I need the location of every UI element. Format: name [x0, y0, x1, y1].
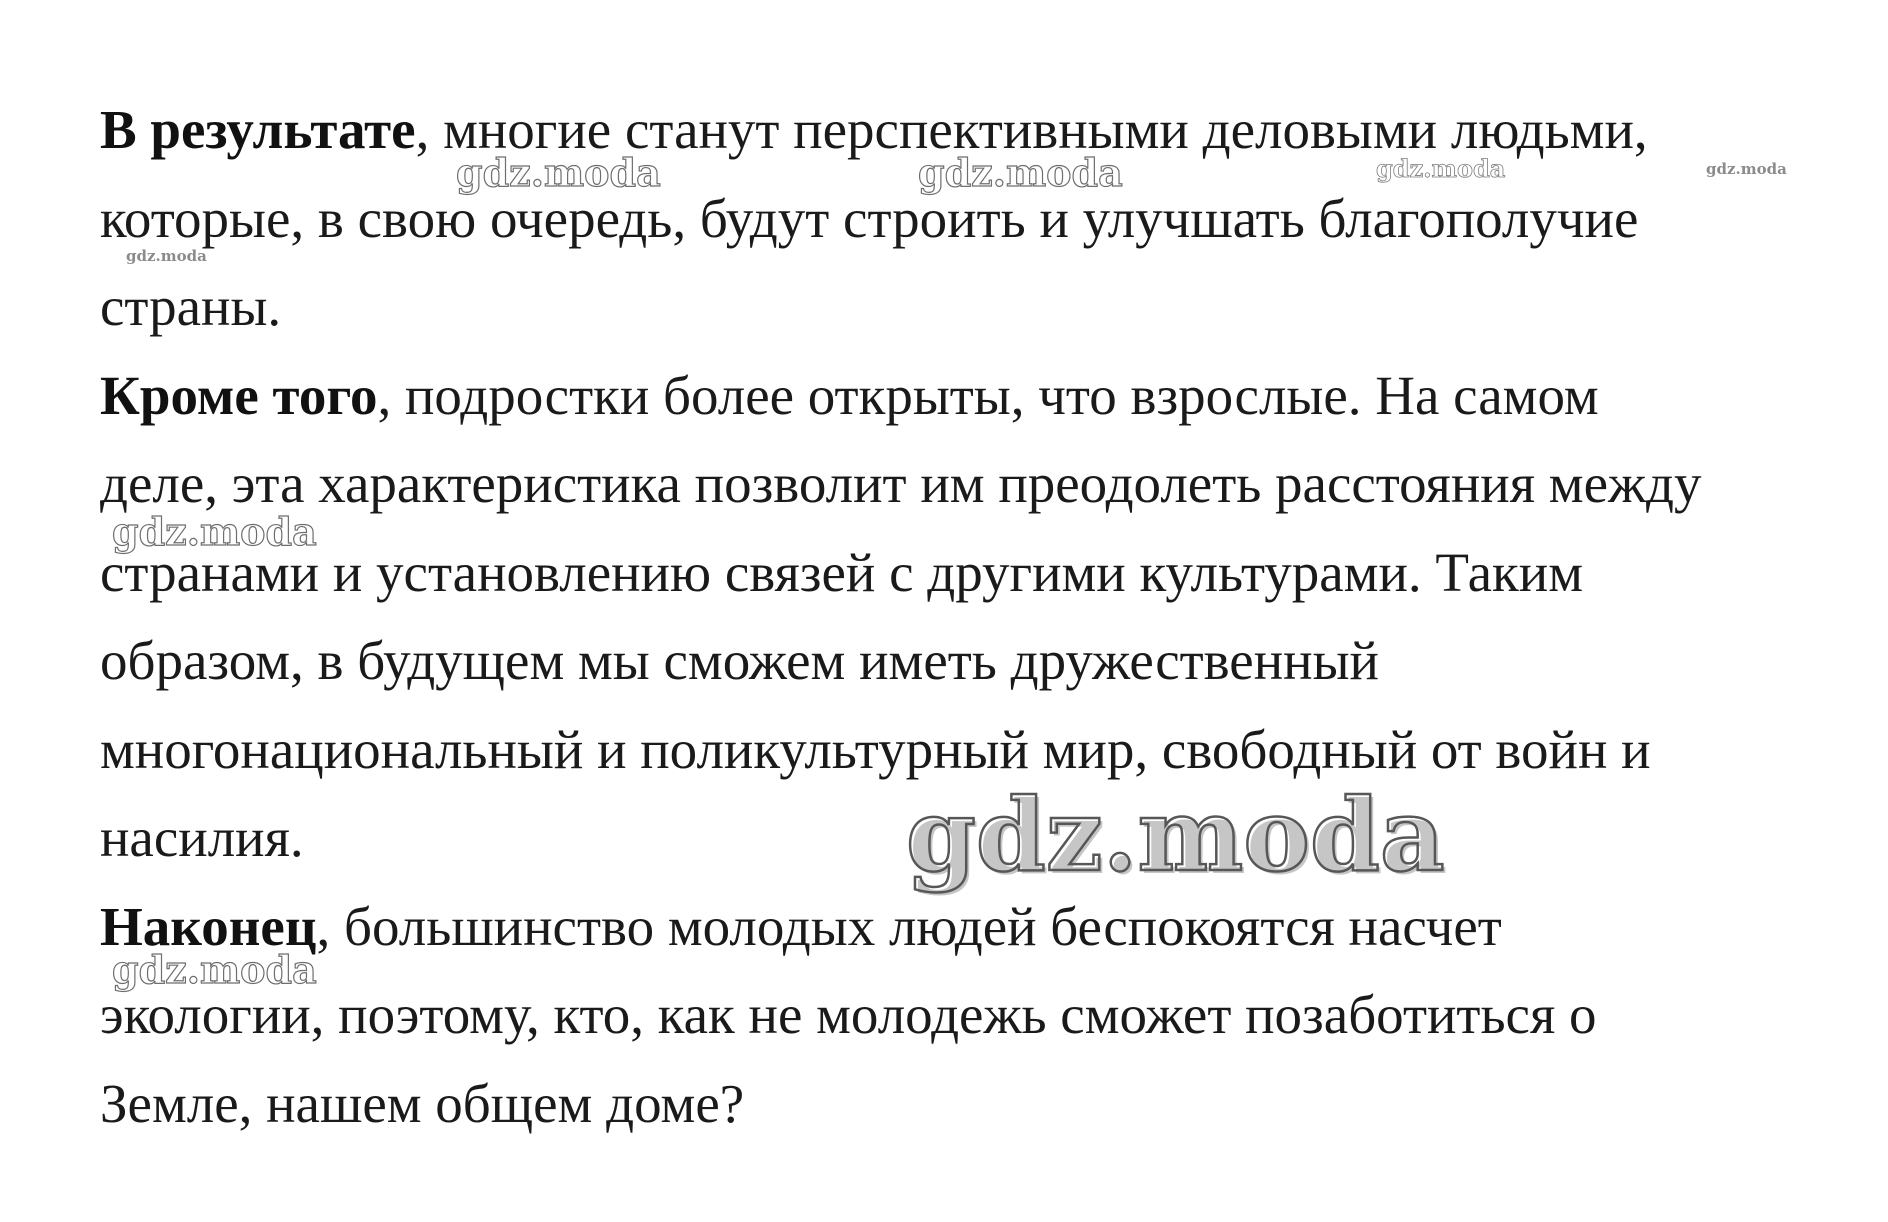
line-text: образом, в будущем мы сможем иметь дружественный	[100, 630, 1379, 691]
text-line	[100, 440, 1860, 529]
watermark: gdz.moda	[112, 947, 317, 992]
text-line	[100, 263, 1860, 352]
line-text: , многие станут перспективными деловыми людьми,	[415, 99, 1648, 160]
essay-text	[100, 86, 1860, 1148]
text-line	[100, 529, 1860, 618]
line-text: экологии, поэтому, кто, как не молодежь сможет позаботиться о	[100, 984, 1597, 1045]
text-line	[100, 1060, 1860, 1149]
line-text: , большинство молодых людей беспокоятся насчет	[316, 895, 1502, 957]
watermark-large: gdz.moda	[906, 776, 1445, 894]
line-text: насилия.	[100, 807, 304, 868]
line-text: , подростки более открыты, что взрослые. На самом	[377, 364, 1599, 426]
line-text: странами и установлению связей с другими культурами. Таким	[100, 541, 1584, 603]
watermark: gdz.moda	[112, 509, 317, 554]
watermark: gdz.moda	[1376, 154, 1506, 183]
watermark: gdz.moda	[126, 247, 207, 265]
line-text: Земле, нашем общем доме?	[100, 1072, 745, 1134]
line-text: деле, эта характеристика позволит им преодолеть расстояния между	[100, 453, 1702, 514]
text-line	[100, 971, 1860, 1060]
text-line	[100, 352, 1860, 441]
bold-lead: Наконец	[100, 895, 317, 957]
text-line	[100, 617, 1860, 706]
text-line	[100, 706, 1860, 795]
text-line	[100, 794, 1860, 883]
watermark: gdz.moda	[456, 150, 661, 195]
text-line	[100, 883, 1860, 972]
bold-lead: В результате	[100, 99, 416, 160]
line-text: многонациональный и поликультурный мир, свободный от войн и	[100, 718, 1651, 780]
watermark: gdz.moda	[918, 150, 1123, 195]
text-line	[100, 175, 1860, 264]
text-line	[100, 86, 1860, 175]
line-text: страны.	[100, 276, 282, 337]
bold-lead: Кроме того	[100, 364, 378, 426]
line-text: которые, в свою очередь, будут строить и улучшать благополучие	[100, 187, 1639, 249]
watermark: gdz.moda	[1706, 160, 1787, 178]
